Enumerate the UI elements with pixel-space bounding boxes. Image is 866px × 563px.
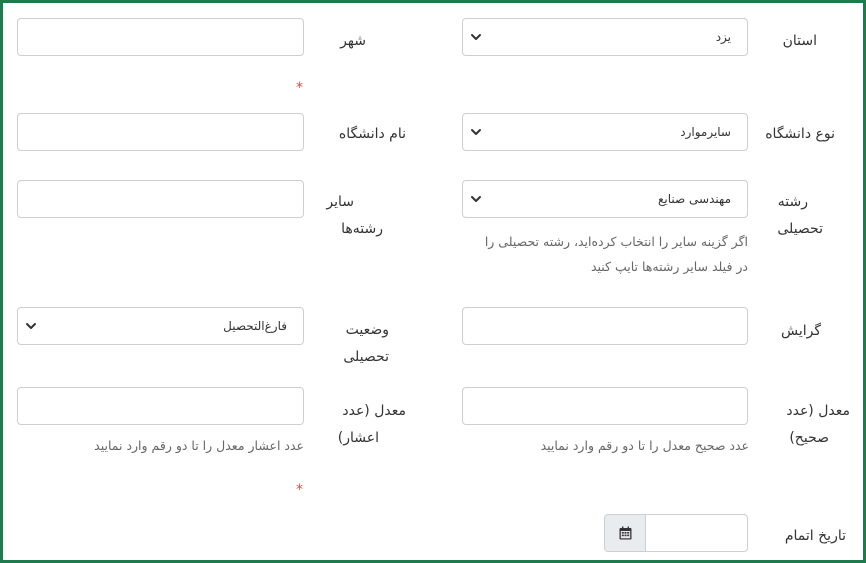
education-status-label-line1: وضعیت (345, 322, 389, 338)
gpa-integer-label-line1: معدل (عدد (786, 403, 850, 419)
gpa-decimal-input[interactable] (17, 387, 304, 425)
city-label: شهر (340, 33, 366, 49)
gpa-integer-label-line2: صحیح) (789, 430, 829, 446)
completion-date-label: تاریخ اتمام (784, 528, 846, 544)
education-status-label-line2: تحصیلی (343, 349, 389, 365)
gpa-decimal-help: عدد اعشار معدل را تا دو رقم وارد نمایید (94, 438, 304, 453)
chevron-down-icon (24, 319, 38, 333)
completion-date-input[interactable] (604, 514, 748, 552)
province-selected-value: یزد (715, 30, 731, 44)
education-status-selected-value: فارغ‌التحصیل (223, 319, 287, 333)
other-majors-label-line1: سایر (326, 194, 354, 210)
university-type-label: نوع دانشگاه (765, 126, 835, 142)
specialty-input[interactable] (462, 307, 748, 345)
major-select[interactable] (462, 180, 748, 218)
other-majors-label-line2: رشته‌ها (341, 221, 383, 237)
major-help-line2: در فیلد سایر رشته‌ها تایپ کنید (590, 259, 748, 274)
gpa-decimal-label-line1: معدل (عدد (342, 403, 406, 419)
calendar-button[interactable] (605, 515, 646, 551)
required-marker: * (296, 482, 303, 498)
chevron-down-icon (469, 125, 483, 139)
university-type-select[interactable] (462, 113, 748, 151)
major-label-line2: تحصیلی (777, 221, 823, 237)
gpa-integer-input[interactable] (462, 387, 748, 425)
city-input[interactable] (17, 18, 304, 56)
other-majors-input[interactable] (17, 180, 304, 218)
gpa-integer-help: عدد صحیح معدل را تا دو رقم وارد نمایید (540, 438, 749, 453)
calendar-icon (619, 526, 632, 540)
province-select[interactable] (462, 18, 748, 56)
university-name-label: نام دانشگاه (338, 126, 406, 142)
chevron-down-icon (469, 192, 483, 206)
chevron-down-icon (469, 30, 483, 44)
required-marker: * (296, 80, 303, 96)
specialty-label: گرایش (780, 323, 821, 339)
education-status-select[interactable] (17, 307, 304, 345)
major-selected-value: مهندسی صنایع (658, 192, 731, 206)
university-type-selected-value: سایرموارد (680, 125, 731, 139)
university-name-input[interactable] (17, 113, 304, 151)
province-label: استان (782, 33, 817, 49)
major-label-line1: رشته (777, 194, 808, 210)
gpa-decimal-label-line2: اعشار) (337, 430, 379, 446)
major-help-line1: اگر گزینه سایر را انتخاب کرده‌اید، رشته تحصیلی را (484, 234, 748, 249)
